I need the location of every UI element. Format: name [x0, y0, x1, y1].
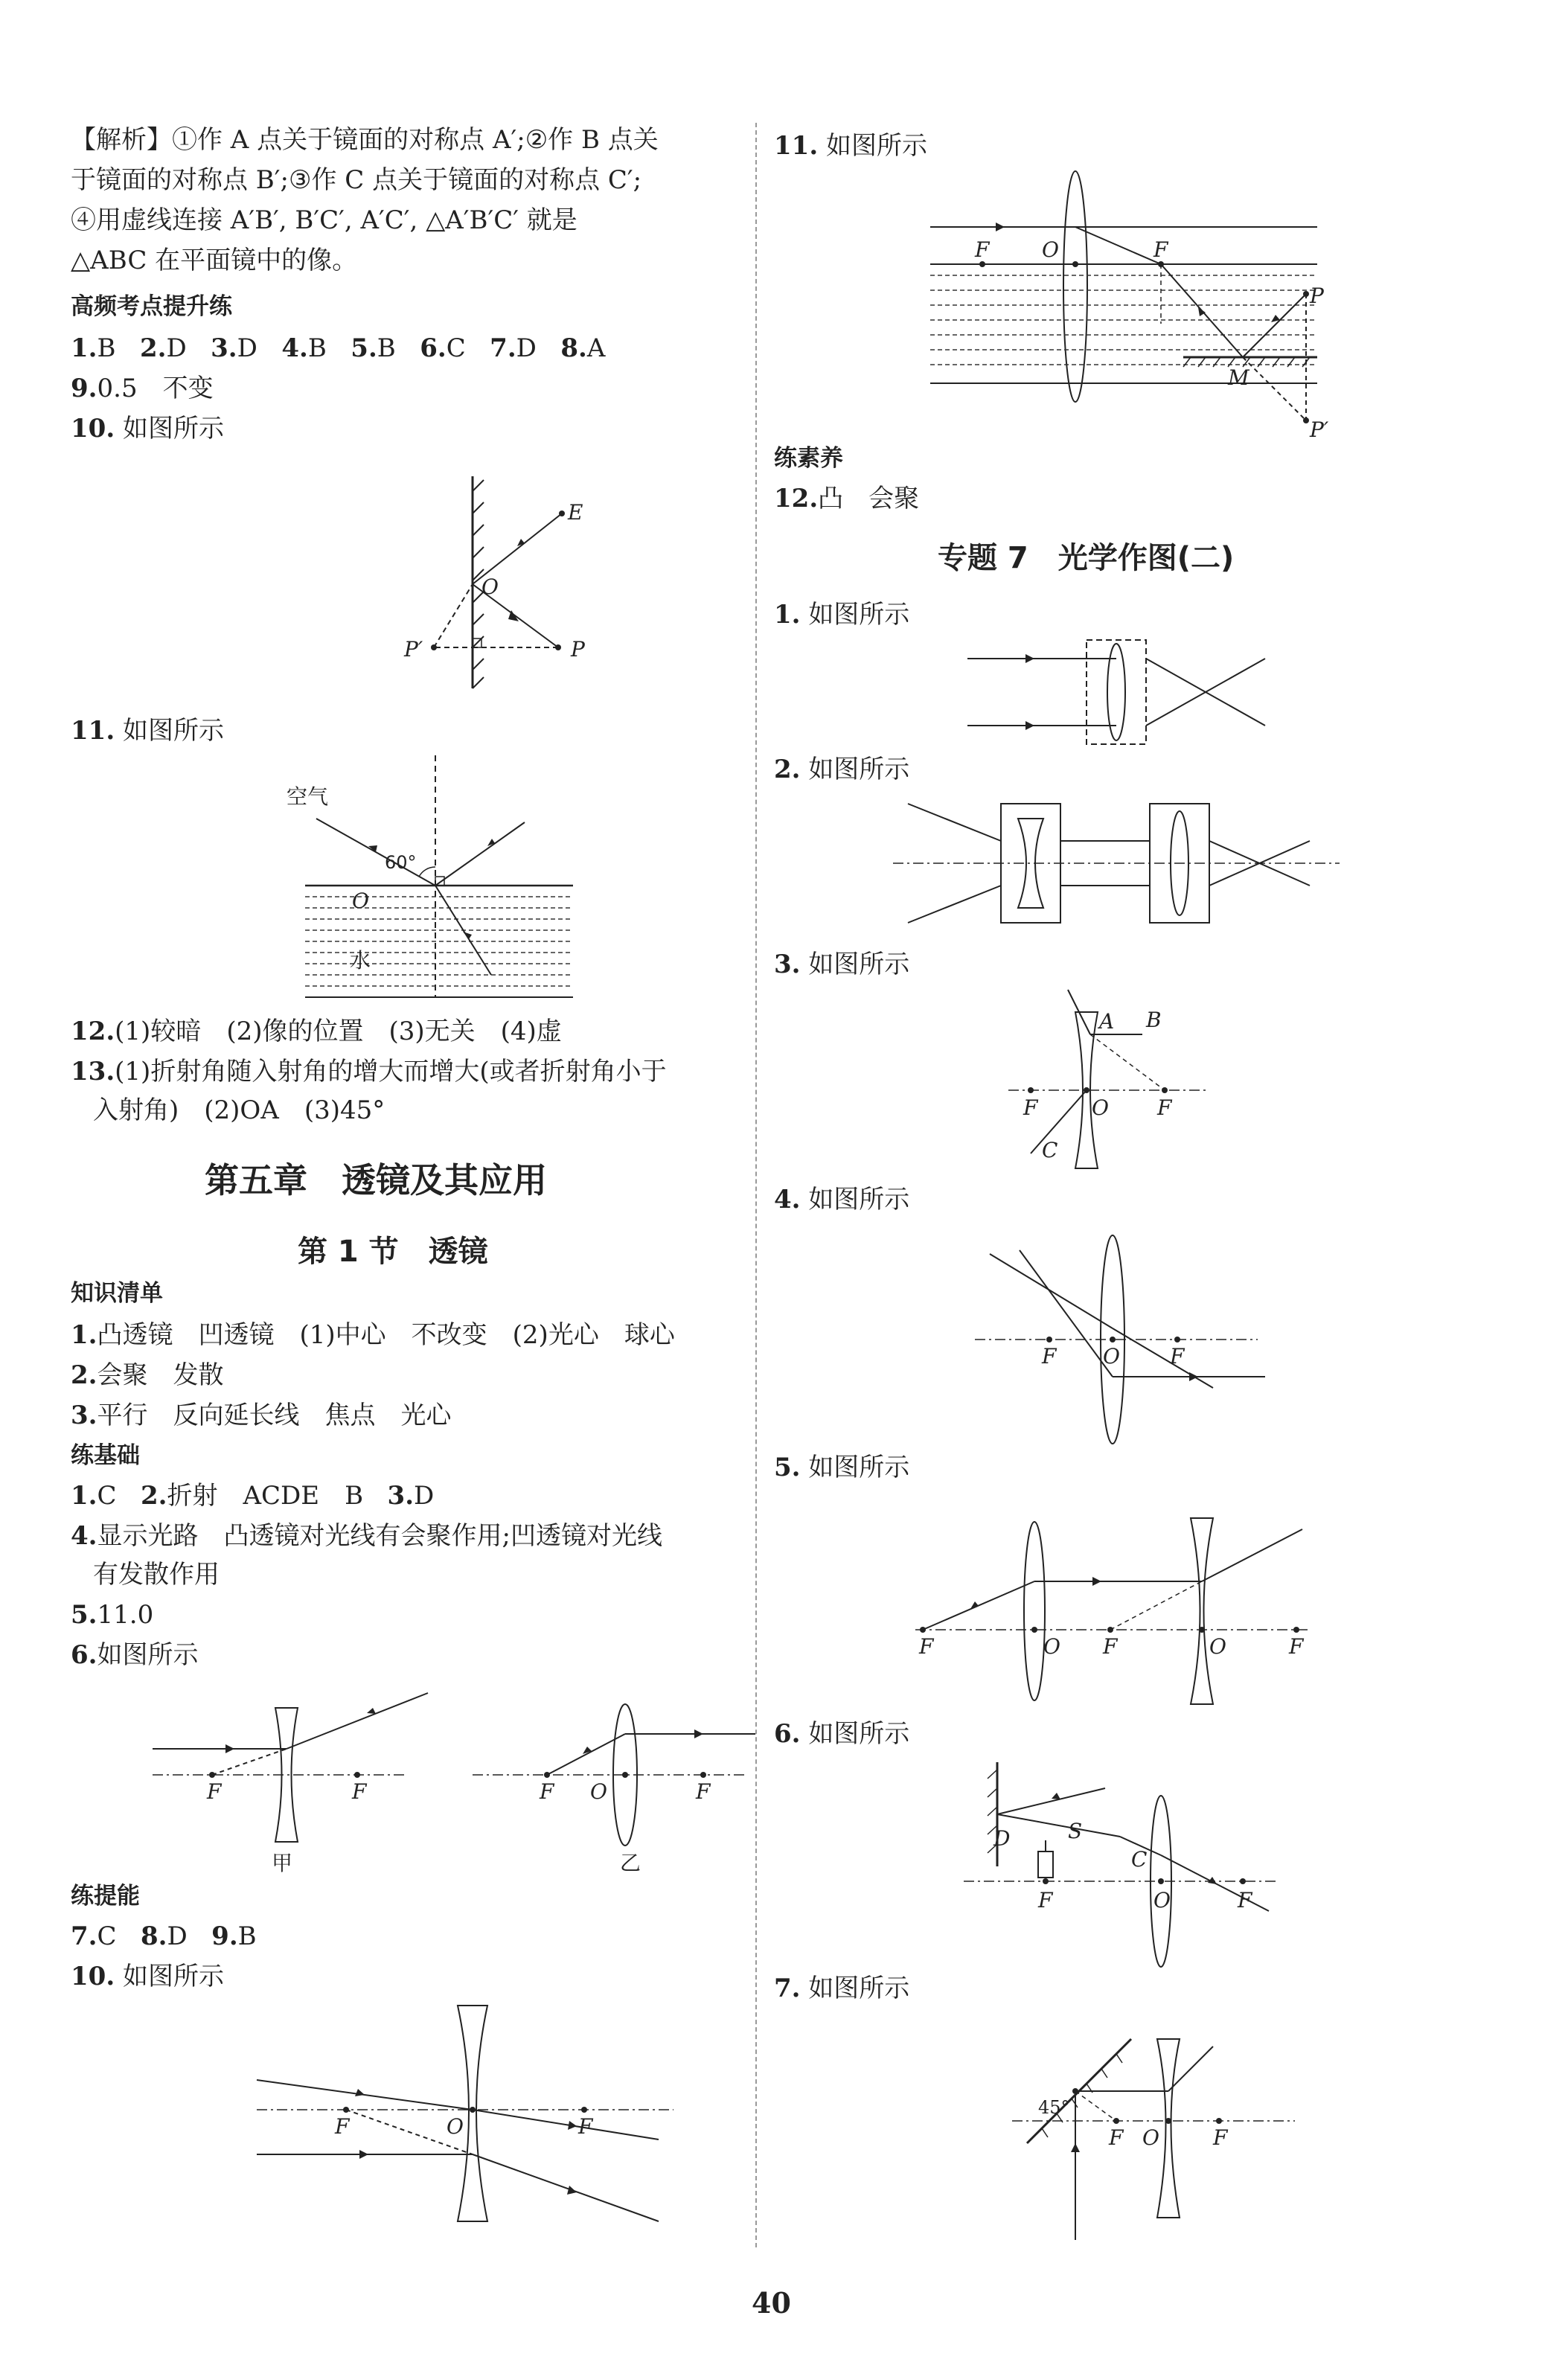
topic-item-1: 1. 如图所示 [774, 600, 910, 630]
answer-11: 11. 如图所示 [71, 716, 224, 746]
svg-text:F: F [696, 1779, 711, 1804]
analysis-line-2: 于镜面的对称点 B′;③作 C 点关于镜面的对称点 C′; [71, 165, 642, 195]
svg-text:P: P [1310, 284, 1324, 308]
svg-text:F: F [919, 1634, 934, 1659]
svg-text:甲: 甲 [272, 1851, 293, 1875]
section-title-knowledge: 知识清单 [71, 1280, 163, 1307]
svg-text:O: O [590, 1779, 607, 1804]
figure-lens-water-mirror [930, 160, 1347, 461]
lesson-title: 第 1 节 透镜 [298, 1235, 488, 1269]
svg-text:P′: P′ [404, 637, 423, 662]
answer-13-line-2: 入射角) (2)OA (3)45° [93, 1095, 385, 1125]
knowledge-3: 3.平行 反向延长线 焦点 光心 [71, 1401, 452, 1430]
svg-text:F: F [1023, 1095, 1038, 1120]
svg-text:F: F [1238, 1888, 1252, 1913]
svg-text:O: O [481, 575, 499, 599]
left-column [71, 0, 752, 2307]
figure-topic-6 [964, 1755, 1291, 1974]
svg-text:F: F [1289, 1634, 1304, 1659]
answer-12: 12.(1)较暗 (2)像的位置 (3)无关 (4)虚 [71, 1017, 562, 1046]
svg-text:P′: P′ [1310, 417, 1329, 442]
svg-text:M: M [1228, 365, 1249, 390]
svg-text:P: P [571, 637, 585, 662]
svg-text:F: F [975, 237, 990, 262]
section-title-literacy: 练素养 [774, 445, 843, 472]
svg-text:F: F [207, 1779, 222, 1804]
svg-text:乙: 乙 [620, 1851, 641, 1875]
svg-text:60°: 60° [385, 852, 417, 873]
section-title-basic: 练基础 [71, 1442, 140, 1469]
svg-text:水: 水 [350, 948, 371, 973]
figure-mirror-reflection [324, 461, 607, 702]
topic-item-7: 7. 如图所示 [774, 1974, 910, 2003]
svg-text:A: A [1099, 1009, 1115, 1034]
svg-text:O: O [1209, 1634, 1226, 1659]
svg-text:F: F [352, 1779, 367, 1804]
svg-text:F: F [540, 1779, 554, 1804]
topic-item-4: 4. 如图所示 [774, 1185, 910, 1214]
svg-text:F: F [1213, 2125, 1228, 2150]
figure-refraction-water [287, 752, 599, 1015]
svg-text:E: E [568, 500, 583, 525]
figure-lenses-jia-yi [153, 1678, 763, 1875]
svg-text:C: C [1131, 1847, 1148, 1872]
svg-text:C: C [1042, 1138, 1058, 1162]
figure-topic-5 [915, 1488, 1332, 1715]
basic-1-3: 1.C 2.折射 ACDE B 3.D [71, 1481, 435, 1511]
basic-6: 6.如图所示 [71, 1640, 199, 1670]
basic-4-line-2: 有发散作用 [93, 1560, 220, 1590]
chapter-title: 第五章 透镜及其应用 [205, 1160, 547, 1200]
answer-9: 9.0.5 不变 [71, 374, 214, 403]
analysis-line-4: △ABC 在平面镜中的像。 [71, 246, 358, 275]
svg-text:F: F [1038, 1888, 1053, 1913]
topic-item-5: 5. 如图所示 [774, 1453, 910, 1482]
analysis-line-1: 【解析】①作 A 点关于镜面的对称点 A′;②作 B 点关 [71, 125, 659, 155]
topic-item-3: 3. 如图所示 [774, 950, 910, 979]
topic-item-6: 6. 如图所示 [774, 1719, 910, 1749]
basic-5: 5.11.0 [71, 1600, 154, 1630]
svg-text:O: O [1103, 1344, 1120, 1369]
analysis-line-3: ④用虚线连接 A′B′, B′C′, A′C′, △A′B′C′ 就是 [71, 205, 577, 235]
answer-10: 10. 如图所示 [71, 414, 224, 444]
svg-text:F: F [1170, 1344, 1185, 1369]
section-title-improve: 练提能 [71, 1883, 140, 1910]
literacy-12: 12.凸 会聚 [774, 484, 920, 513]
svg-text:O: O [447, 2114, 464, 2139]
svg-text:F: F [1157, 1095, 1172, 1120]
answers-row-1-8: 1.B 2.D 3.D 4.B 5.B 6.C 7.D 8.A [71, 333, 606, 363]
svg-text:F: F [1103, 1634, 1118, 1659]
svg-text:45°: 45° [1038, 2097, 1070, 2118]
basic-4-line-1: 4.显示光路 凸透镜对光线有会聚作用;凹透镜对光线 [71, 1521, 662, 1551]
figure-topic-1 [967, 636, 1295, 758]
knowledge-2: 2.会聚 发散 [71, 1360, 224, 1390]
section-title-high-frequency: 高频考点提升练 [71, 293, 232, 320]
improve-7-9: 7.C 8.D 9.B [71, 1921, 257, 1951]
svg-text:O: O [1153, 1888, 1171, 1913]
page-number: 40 [752, 2286, 791, 2320]
svg-text:B: B [1146, 1008, 1162, 1032]
right-column [774, 0, 1329, 2307]
svg-text:S: S [1068, 1819, 1083, 1843]
figure-topic-3 [1008, 982, 1232, 1179]
right-answer-11: 11. 如图所示 [774, 131, 927, 161]
svg-text:O: O [1142, 2125, 1159, 2150]
svg-text:空气: 空气 [287, 784, 329, 809]
improve-10: 10. 如图所示 [71, 1962, 224, 1991]
svg-text:F: F [1109, 2125, 1124, 2150]
svg-text:F: F [578, 2114, 593, 2139]
svg-text:O: O [1043, 1634, 1060, 1659]
svg-text:O: O [1042, 237, 1059, 262]
figure-concave-lens-rays [242, 1998, 688, 2239]
svg-text:D: D [993, 1826, 1011, 1851]
svg-text:F: F [1153, 237, 1168, 262]
topic-item-2: 2. 如图所示 [774, 755, 910, 784]
figure-topic-4 [975, 1220, 1273, 1462]
knowledge-1: 1.凸透镜 凹透镜 (1)中心 不改变 (2)光心 球心 [71, 1320, 675, 1350]
column-divider [755, 123, 757, 2247]
figure-topic-7 [997, 2009, 1310, 2250]
answer-13-line-1: 13.(1)折射角随入射角的增大而增大(或者折射角小于 [71, 1057, 667, 1086]
svg-text:F: F [335, 2114, 350, 2139]
svg-text:O: O [352, 889, 369, 913]
svg-text:F: F [1042, 1344, 1057, 1369]
figure-topic-2 [893, 789, 1354, 941]
svg-text:O: O [1092, 1095, 1109, 1120]
topic-title: 专题 7 光学作图(二) [938, 541, 1235, 575]
